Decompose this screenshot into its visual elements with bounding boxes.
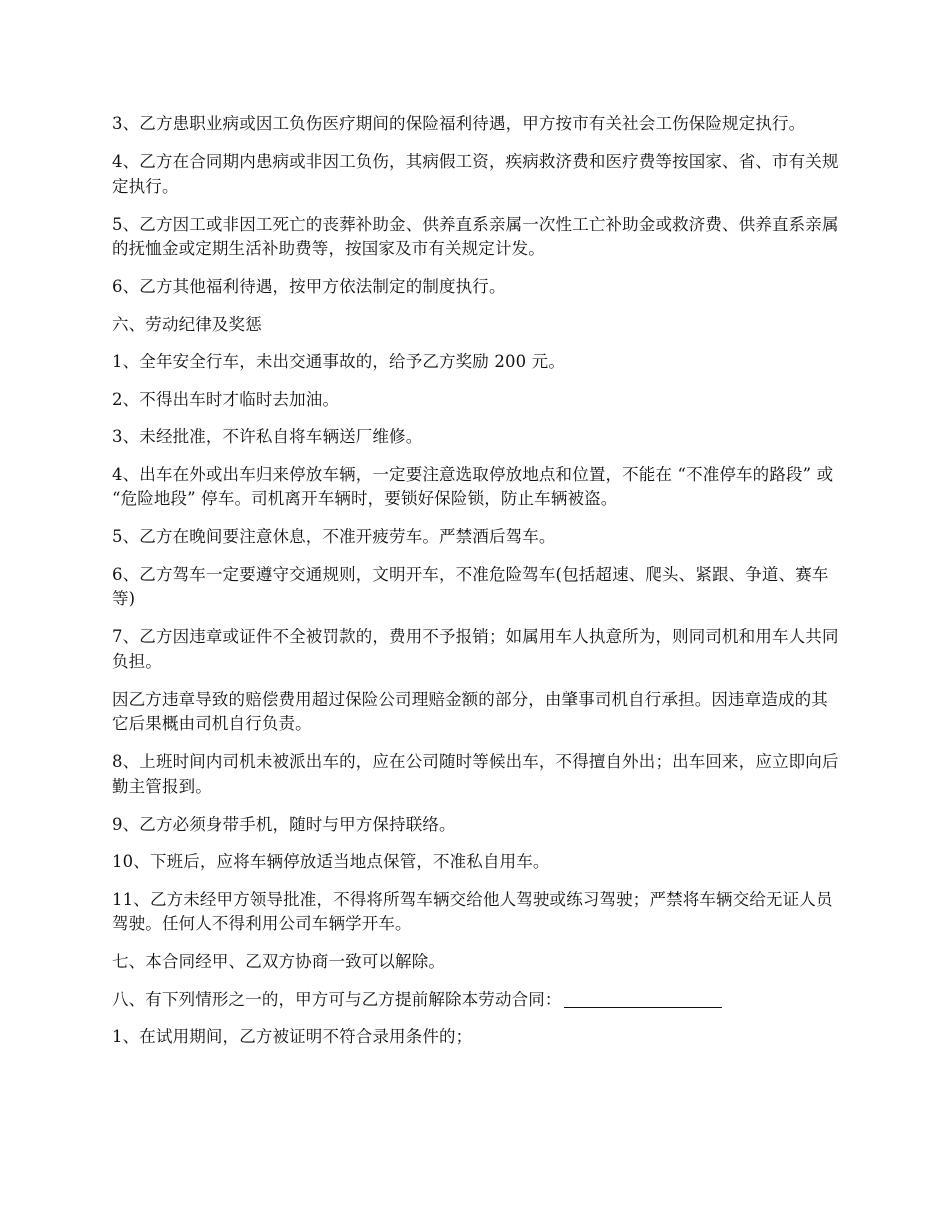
paragraph-parking-rule: 4、出车在外或出车归来停放车辆，一定要注意选取停放地点和位置，不能在 “不准停车的路段” 或 “危险地段” 停车。司机离开车辆时，要锁好保险锁，防止车辆被盗。	[112, 464, 834, 508]
paragraph-other-benefits: 6、乙方其他福利待遇，按甲方依法制定的制度执行。	[112, 277, 506, 296]
paragraph-standby-rule: 8、上班时间内司机未被派出车的，应在公司随时等候出车，不得擅自外出；出车回来，应立即向后勤主管报到。	[112, 752, 839, 796]
paragraph-traffic-rules: 6、乙方驾车一定要遵守交通规则，文明开车，不准危险驾车(包括超速、爬头、紧跟、争道、赛车等)	[112, 564, 829, 608]
paragraph-fatigue-rule: 5、乙方在晚间要注意休息，不准开疲劳车。严禁酒后驾车。	[112, 527, 556, 546]
document-body	[112, 112, 840, 1063]
paragraph-after-work-parking: 10、下班后，应将车辆停放适当地点保管，不准私自用车。	[112, 852, 550, 871]
paragraph-sick-leave: 4、乙方在合同期内患病或非因工负伤，其病假工资，疾病救济费和医疗费等按国家、省、市有关规定执行。	[112, 152, 839, 196]
paragraph-phone-rule: 9、乙方必须身带手机，随时与甲方保持联络。	[112, 814, 456, 834]
section-heading-termination-by-agreement: 七、本合同经甲、乙双方协商一致可以解除。	[112, 952, 445, 971]
paragraph-fines: 7、乙方因违章或证件不全被罚款的，费用不予报销；如属用车人执意所为，则同司机和用车人共同负担。	[112, 627, 839, 671]
early-termination-text: 八、有下列情形之一的，甲方可与乙方提前解除本劳动合同：	[112, 989, 562, 1009]
paragraph-probation: 1、在试用期间，乙方被证明不符合录用条件的；	[112, 1027, 473, 1046]
paragraph-repair-rule: 3、未经批准，不许私自将车辆送厂维修。	[112, 427, 423, 446]
blank-underline	[564, 989, 722, 1008]
section-heading-early-termination	[112, 988, 840, 1013]
paragraph-unauthorized-driving: 11、乙方未经甲方领导批准，不得将所驾车辆交给他人驾驶或练习驾驶；严禁将车辆交给无证人员驾驶。任何人不得利用公司车辆学开车。	[112, 889, 833, 933]
paragraph-death-benefits: 5、乙方因工或非因工死亡的丧葬补助金、供养直系亲属一次性工亡补助金或救济费、供养直系亲属的抚恤金或定期生活补助费等，按国家及市有关规定计发。	[112, 214, 839, 258]
paragraph-refuel-rule: 2、不得出车时才临时去加油。	[112, 389, 340, 409]
paragraph-injury-insurance: 3、乙方患职业病或因工负伤医疗期间的保险福利待遇，甲方按市有关社会工伤保险规定执行。	[112, 114, 806, 133]
paragraph-safe-driving-reward: 1、全年安全行车，未出交通事故的，给予乙方奖励 200 元。	[112, 352, 565, 371]
section-heading-discipline: 六、劳动纪律及奖惩	[112, 314, 262, 334]
paragraph-compensation: 因乙方违章导致的赔偿费用超过保险公司理赔金额的部分，由肇事司机自行承担。因违章造成的其它后果概由司机自行负责。	[112, 689, 828, 733]
